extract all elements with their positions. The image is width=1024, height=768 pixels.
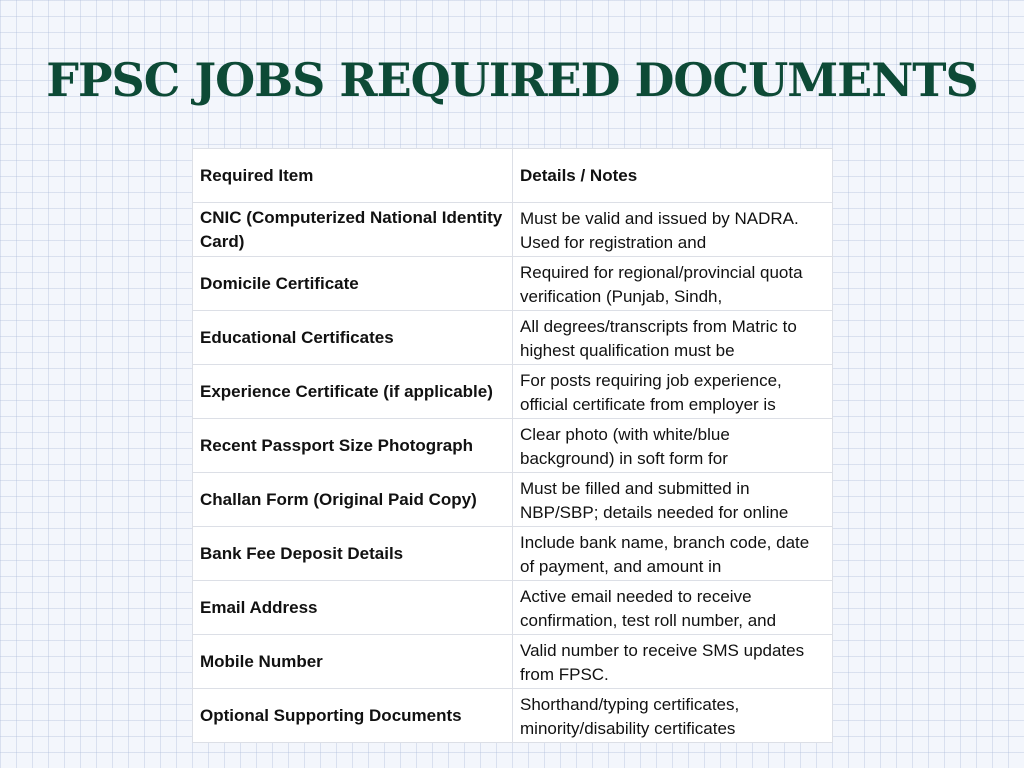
- row-note-cell: [513, 365, 833, 419]
- row-item-educational: Educational Certificates: [193, 311, 513, 365]
- row-item-email: Email Address: [193, 581, 513, 635]
- row-note-cell: [513, 419, 833, 473]
- table-row: [193, 527, 833, 581]
- row-note-cell: [513, 689, 833, 743]
- row-note-cell: [513, 473, 833, 527]
- row-note-domicile: Required for regional/provincial quota verification (Punjab, Sindh,: [520, 263, 803, 306]
- row-note-experience: For posts requiring job experience, official certificate from employer is: [520, 371, 782, 414]
- row-note-challan: Must be filled and submitted in NBP/SBP; details needed for online: [520, 479, 789, 522]
- documents-table: [192, 148, 833, 743]
- row-note-cell: [513, 203, 833, 257]
- table-row: [193, 581, 833, 635]
- table-row: [193, 689, 833, 743]
- table-row: [193, 419, 833, 473]
- row-item-photograph: Recent Passport Size Photograph: [193, 419, 513, 473]
- header-details-notes: Details / Notes: [513, 149, 833, 203]
- row-item-optional: Optional Supporting Documents: [193, 689, 513, 743]
- row-note-cell: [513, 635, 833, 689]
- table-row: [193, 257, 833, 311]
- row-note-mobile: Valid number to receive SMS updates from FPSC.: [520, 641, 805, 684]
- row-item-domicile: Domicile Certificate: [193, 257, 513, 311]
- table-row: [193, 365, 833, 419]
- table-row: [193, 473, 833, 527]
- row-note-email: Active email needed to receive confirmation, test roll number, and: [520, 587, 777, 630]
- table-row: [193, 311, 833, 365]
- page-title: FPSC JOBS REQUIRED DOCUMENTS: [46, 53, 978, 107]
- table-row: [193, 635, 833, 689]
- row-note-cell: [513, 311, 833, 365]
- row-note-bank-fee: Include bank name, branch code, date of payment, and amount in: [520, 533, 810, 576]
- row-item-mobile: Mobile Number: [193, 635, 513, 689]
- row-note-cell: [513, 257, 833, 311]
- row-item-challan: Challan Form (Original Paid Copy): [193, 473, 513, 527]
- row-note-cell: [513, 581, 833, 635]
- row-note-educational: All degrees/transcripts from Matric to highest qualification must be: [520, 317, 797, 360]
- row-note-cell: [513, 527, 833, 581]
- header-required-item: Required Item: [193, 149, 513, 203]
- table-header-row: [193, 149, 833, 203]
- row-note-photograph: Clear photo (with white/blue background) in soft form for: [520, 425, 730, 468]
- row-note-optional: Shorthand/typing certificates, minority/disability certificates: [520, 695, 740, 738]
- table-row: [193, 203, 833, 257]
- documents-table-container: [192, 148, 832, 743]
- row-item-experience: Experience Certificate (if applicable): [193, 365, 513, 419]
- row-item-bank-fee: Bank Fee Deposit Details: [193, 527, 513, 581]
- row-item-cnic: CNIC (Computerized National Identity Card): [193, 203, 513, 257]
- row-note-cnic: Must be valid and issued by NADRA. Used for registration and: [520, 209, 799, 252]
